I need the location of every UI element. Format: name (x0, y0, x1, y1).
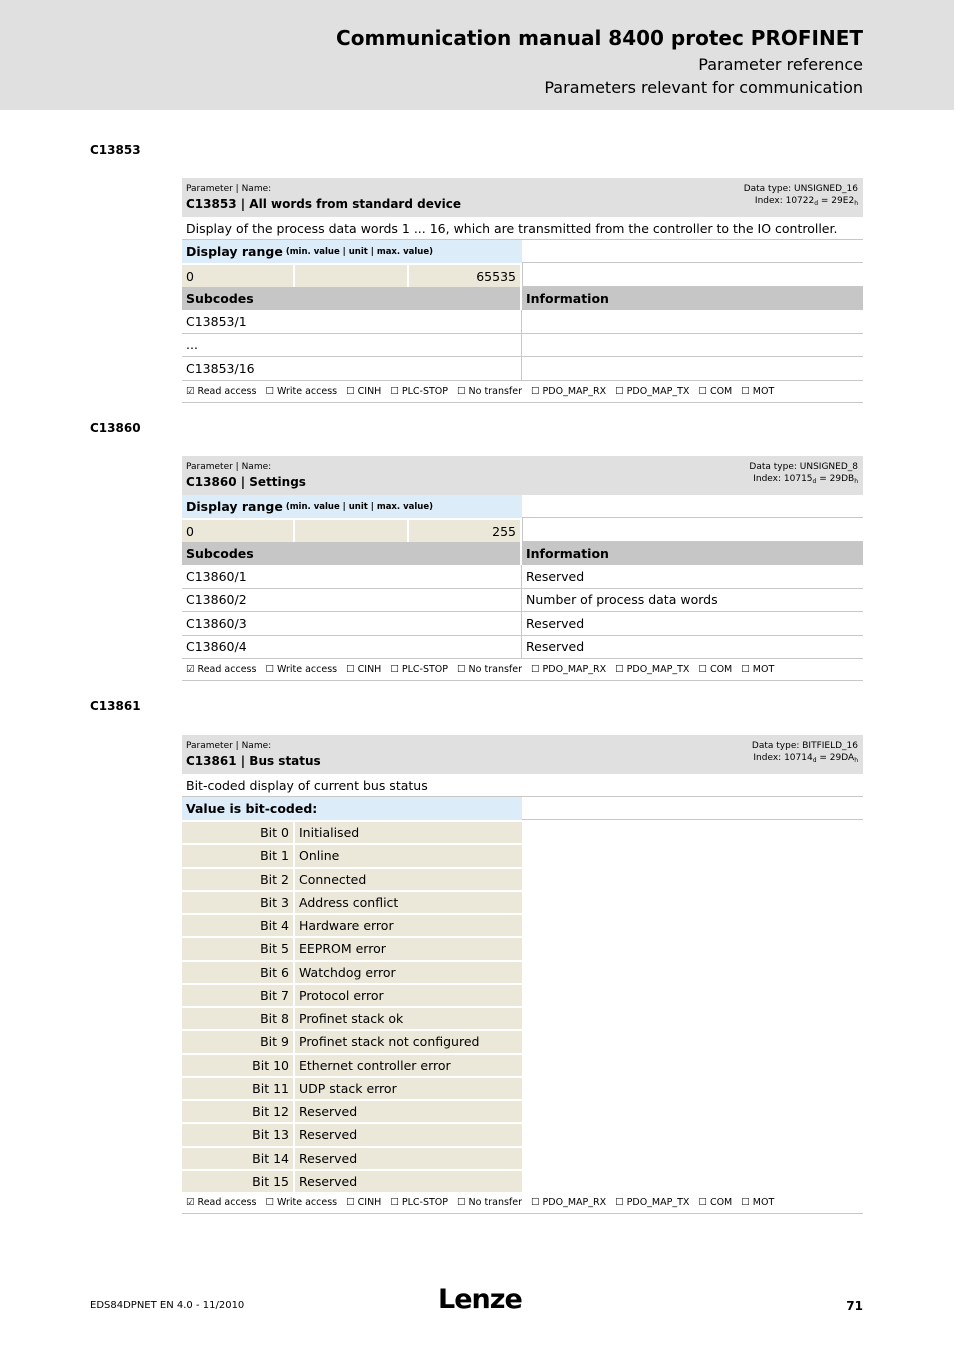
bit-number: Bit 13 (182, 1122, 295, 1145)
bit-row (182, 820, 863, 843)
param-name: C13860 | Settings (186, 475, 306, 489)
page-header (0, 0, 954, 110)
display-range-values (182, 518, 863, 542)
subcode-row: C13860/4 Reserved (182, 636, 863, 660)
bit-row (182, 867, 863, 890)
param-table-c13861 (182, 735, 863, 1214)
param-index: Index: $10715_d = 29DB_h$ (753, 474, 858, 485)
subcodes-label: Subcodes (182, 542, 522, 565)
param-table-c13853 (182, 178, 863, 403)
manual-title: Communication manual 8400 protec PROFINET (336, 26, 863, 50)
data-type: Data type: BITFIELD_16 (751, 741, 858, 751)
display-range-values (182, 263, 863, 287)
param-name: C13853 | All words from standard device (186, 197, 462, 211)
bitcoded-header (182, 797, 863, 820)
range-unit (295, 263, 409, 287)
bit-row (182, 843, 863, 866)
bit-row (182, 1029, 863, 1052)
bit-row (182, 1076, 863, 1099)
bit-number: Bit 7 (182, 983, 295, 1006)
bit-description: Profinet stack ok (295, 1006, 522, 1029)
subcodes-header (182, 287, 863, 310)
bit-row (182, 1006, 863, 1029)
bit-row (182, 1053, 863, 1076)
bit-row (182, 1146, 863, 1169)
bit-number: Bit 3 (182, 890, 295, 913)
range-min: 0 (182, 518, 295, 542)
bit-description: Reserved (295, 1122, 522, 1145)
param-header (182, 456, 863, 495)
param-description: Bit-coded display of current bus status (182, 774, 863, 797)
subcode-row: C13853/16 (182, 357, 863, 381)
subcode-row: C13860/3 Reserved (182, 612, 863, 636)
bit-row (182, 1169, 863, 1192)
bit-number: Bit 12 (182, 1099, 295, 1122)
subcodes-label: Subcodes (182, 287, 522, 310)
bit-row (182, 936, 863, 959)
bit-number: Bit 15 (182, 1169, 295, 1192)
chapter-title: Parameter reference (698, 55, 863, 74)
bitcoded-label: Value is bit-coded: (182, 797, 522, 820)
display-range-header (182, 495, 863, 518)
data-type: Data type: UNSIGNED_8 (749, 462, 858, 472)
bit-number: Bit 6 (182, 960, 295, 983)
param-name-label: Parameter | Name: (186, 184, 272, 194)
range-max: 65535 (409, 263, 522, 287)
param-name-label: Parameter | Name: (186, 462, 272, 472)
bit-description: Reserved (295, 1099, 522, 1122)
bit-description: Hardware error (295, 913, 522, 936)
section-label-c13853: C13853 (90, 143, 141, 157)
bit-description: Online (295, 843, 522, 866)
bit-row (182, 983, 863, 1006)
param-description: Display of the process data words 1 ... 16, which are transmitted from the controller to the IO controller. (182, 217, 863, 240)
param-table-c13860 (182, 456, 863, 681)
bit-description: Reserved (295, 1169, 522, 1192)
information-label: Information (526, 546, 609, 561)
bit-row (182, 1099, 863, 1122)
bit-number: Bit 4 (182, 913, 295, 936)
bit-description: Watchdog error (295, 960, 522, 983)
information-label: Information (526, 291, 609, 306)
subcode-row: ... (182, 334, 863, 358)
bit-row (182, 960, 863, 983)
range-unit (295, 518, 409, 542)
bit-description: EEPROM error (295, 936, 522, 959)
param-index: Index: $10714_d = 29DA_h$ (753, 753, 858, 764)
bit-number: Bit 2 (182, 867, 295, 890)
section-title: Parameters relevant for communication (544, 78, 863, 97)
subcodes-header (182, 542, 863, 565)
bit-description: Profinet stack not configured (295, 1029, 522, 1052)
bit-description: Connected (295, 867, 522, 890)
bit-row (182, 890, 863, 913)
param-index: Index: $10722_d = 29E2_h$ (754, 196, 858, 207)
bit-description: Ethernet controller error (295, 1053, 522, 1076)
display-range-label: Display range (186, 244, 283, 259)
access-flags: ☑ Read access ☐ Write access ☐ CINH ☐ PLC-STOP ☐ No transfer ☐ PDO_MAP_RX ☐ PDO_MAP_TX ☐ COM ☐ MOT (182, 659, 863, 681)
bit-number: Bit 9 (182, 1029, 295, 1052)
bit-description: Address conflict (295, 890, 522, 913)
bit-number: Bit 8 (182, 1006, 295, 1029)
data-type: Data type: UNSIGNED_16 (743, 184, 858, 194)
bit-description: Protocol error (295, 983, 522, 1006)
bit-description: Initialised (295, 820, 522, 843)
section-label-c13860: C13860 (90, 421, 141, 435)
display-range-hint: (min. value | unit | max. value) (285, 501, 433, 512)
access-flags: ☑ Read access ☐ Write access ☐ CINH ☐ PLC-STOP ☐ No transfer ☐ PDO_MAP_RX ☐ PDO_MAP_TX ☐ COM ☐ MOT (182, 381, 863, 403)
bit-list (182, 820, 863, 1192)
range-min: 0 (182, 263, 295, 287)
display-range-header (182, 240, 863, 263)
range-max: 255 (409, 518, 522, 542)
page-number: 71 (846, 1299, 863, 1313)
param-name: C13861 | Bus status (186, 754, 321, 768)
bit-number: Bit 14 (182, 1146, 295, 1169)
bit-number: Bit 0 (182, 820, 295, 843)
section-label-c13861: C13861 (90, 699, 141, 713)
bit-description: UDP stack error (295, 1076, 522, 1099)
bit-description: Reserved (295, 1146, 522, 1169)
bit-row (182, 913, 863, 936)
display-range-hint: (min. value | unit | max. value) (285, 246, 433, 257)
display-range-label: Display range (186, 499, 283, 514)
param-header (182, 178, 863, 217)
bit-row (182, 1122, 863, 1145)
subcode-row: C13860/2 Number of process data words (182, 589, 863, 613)
doc-reference: EDS84DPNET EN 4.0 - 11/2010 (90, 1300, 245, 1311)
access-flags: ☑ Read access ☐ Write access ☐ CINH ☐ PLC-STOP ☐ No transfer ☐ PDO_MAP_RX ☐ PDO_MAP_TX ☐ COM ☐ MOT (182, 1192, 863, 1214)
bit-number: Bit 11 (182, 1076, 295, 1099)
param-header (182, 735, 863, 774)
lenze-logo: Lenze (438, 1284, 522, 1315)
bit-number: Bit 5 (182, 936, 295, 959)
bit-number: Bit 1 (182, 843, 295, 866)
bit-number: Bit 10 (182, 1053, 295, 1076)
subcode-row: C13853/1 (182, 310, 863, 334)
param-name-label: Parameter | Name: (186, 741, 272, 751)
subcode-row: C13860/1 Reserved (182, 565, 863, 589)
